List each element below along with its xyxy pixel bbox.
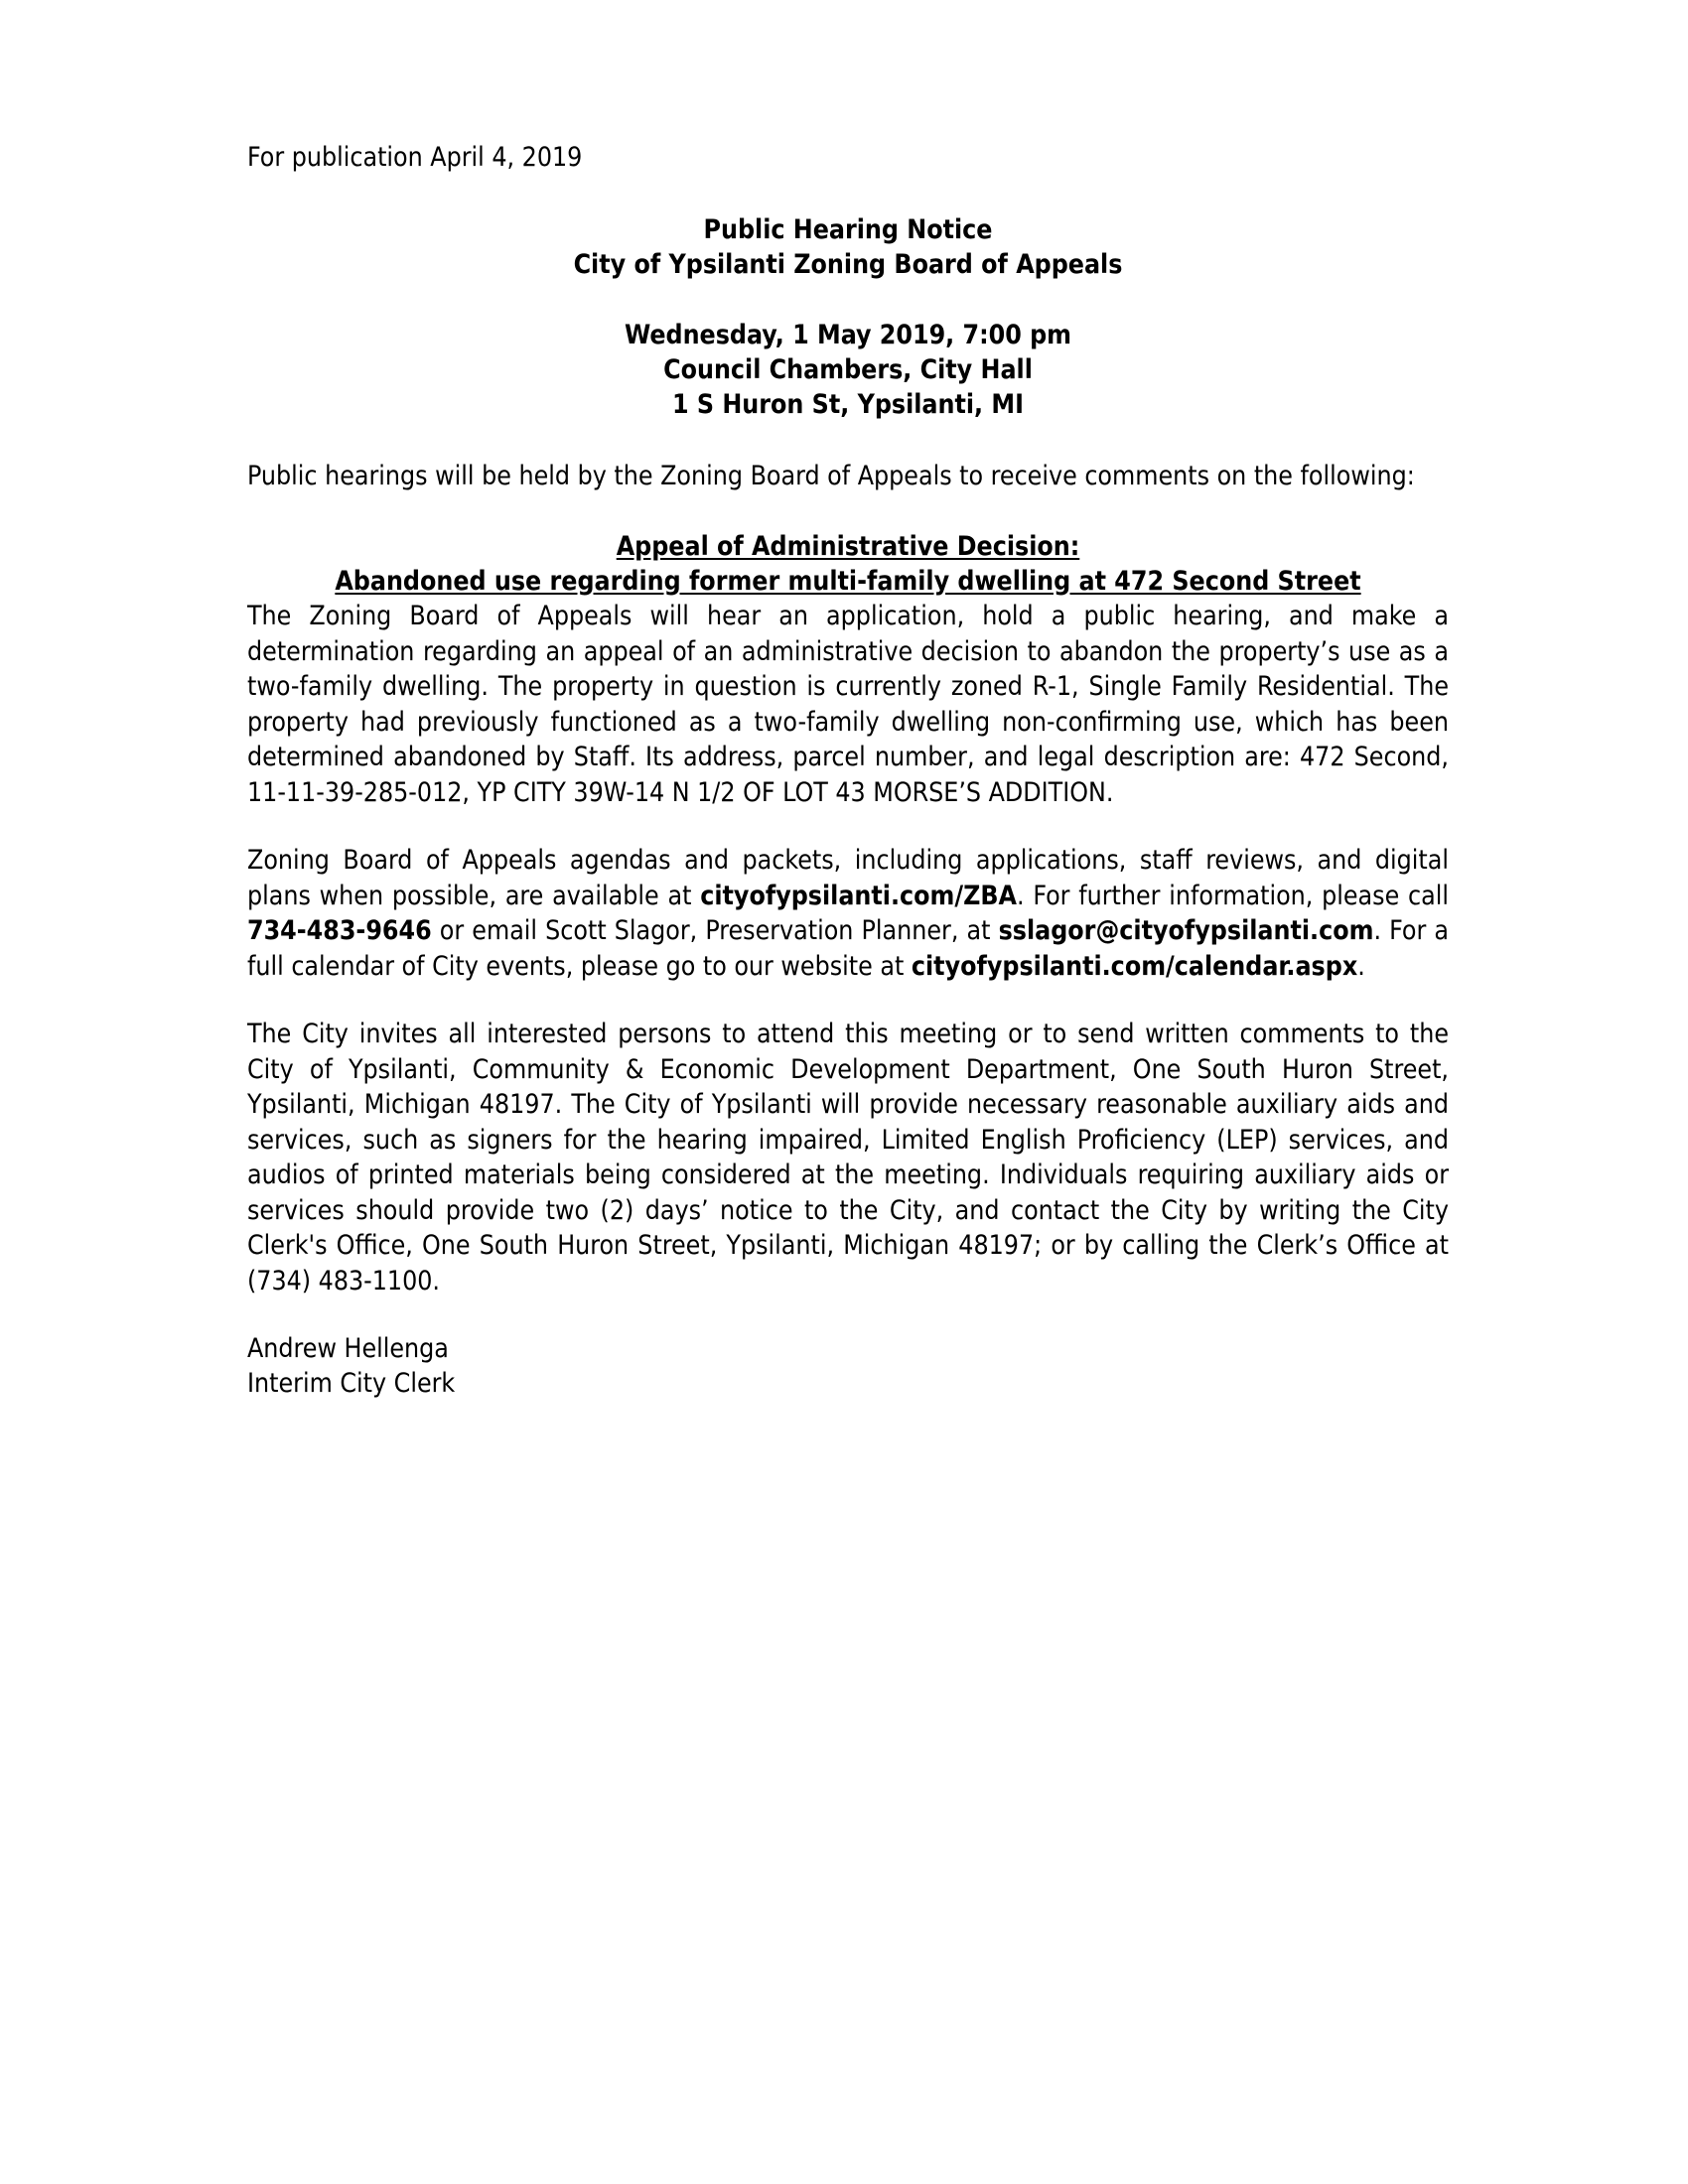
spacer-meeting-intro — [247, 422, 1449, 459]
body-paragraph-1: The Zoning Board of Appeals will hear an application, hold a public hearing, and make a determination regarding an appeal of an administrative decision to abandon the property’s use as a two-family dwelling. The property in question is currently zoned R-1, Single Family Residential. The property had previously functioned as a two-family dwelling non-confirming use, which has been determined abandoned by Staff. Its address, parcel number, and legal description are: 472 Second, 11-11-39-285-012, YP CITY 39W-14 N 1/2 OF LOT 43 MORSE’S ADDITION. — [247, 601, 1449, 808]
intro-paragraph: Public hearings will be held by the Zoning Board of Appeals to receive comments on the following: — [247, 461, 1415, 491]
calendar-website-link[interactable]: cityofypsilanti.com/calendar.aspx — [911, 950, 1358, 982]
para2-text-2: . For further information, please call — [1016, 880, 1449, 911]
body-paragraph-3: The City invites all interested persons to attend this meeting or to send written comments to the City of Ypsilanti, Community & Economic Development Department, One South Huron Street, Ypsilanti, Michigan 48197. The City of Ypsilanti will provide necessary reasonable auxiliary aids and services, such as signers for the hearing impaired, Limited English Proficiency (LEP) services, and audios of printed materials being considered at the meeting. Individuals requiring auxiliary aids or services should provide two (2) days’ notice to the City, and contact the City by writing the City Clerk's Office, One South Huron Street, Ypsilanti, Michigan 48197; or by calling the Clerk’s Office at (734) 483-1100. — [247, 1019, 1449, 1297]
subject-heading-line-1 — [247, 529, 1449, 564]
spacer-intro-subject — [247, 493, 1449, 529]
publication-dateline: For publication April 4, 2019 — [247, 142, 583, 173]
spacer-para1-para2 — [247, 810, 1449, 843]
meeting-address: 1 S Huron St, Ypsilanti, MI — [671, 389, 1025, 420]
zba-website-link[interactable]: cityofypsilanti.com/ZBA — [700, 880, 1017, 911]
subject-heading-line-1-text: Appeal of Administrative Decision: — [616, 531, 1080, 562]
spacer-header-meeting — [247, 282, 1449, 318]
contact-email-address[interactable]: sslagor@cityofypsilanti.com — [998, 915, 1374, 946]
meeting-datetime: Wednesday, 1 May 2019, 7:00 pm — [624, 320, 1072, 350]
subject-heading-line-2 — [247, 564, 1449, 599]
spacer-para2-para3 — [247, 984, 1449, 1017]
subject-heading-line-2-text: Abandoned use regarding former multi-family dwelling at 472 Second Street — [335, 566, 1361, 597]
notice-title-line-1: Public Hearing Notice — [703, 214, 993, 245]
subject-heading — [247, 529, 1449, 599]
notice-header — [247, 212, 1449, 282]
para2-text-1: Zoning Board of Appeals agendas and packets, including applications, staff reviews, and digital plans when possible, are available at — [247, 845, 1449, 911]
spacer-para3-signature — [247, 1298, 1449, 1331]
document-content — [239, 141, 1449, 1401]
body-paragraph-2 — [247, 843, 1449, 984]
signer-title: Interim City Clerk — [247, 1368, 456, 1399]
notice-title-line-2: City of Ypsilanti Zoning Board of Appeals — [573, 249, 1123, 280]
meeting-details — [247, 318, 1449, 422]
signer-name: Andrew Hellenga — [247, 1333, 449, 1364]
signature-block — [247, 1331, 1449, 1401]
para2-text-4: . For a full calendar of City events, please go to our website at — [247, 915, 1450, 982]
para2-text-3: or email Scott Slagor, Preservation Planner, at — [431, 915, 999, 946]
contact-phone-number[interactable]: 734-483-9646 — [247, 915, 432, 946]
meeting-location: Council Chambers, City Hall — [663, 354, 1033, 385]
para2-text-5: . — [1357, 950, 1365, 982]
